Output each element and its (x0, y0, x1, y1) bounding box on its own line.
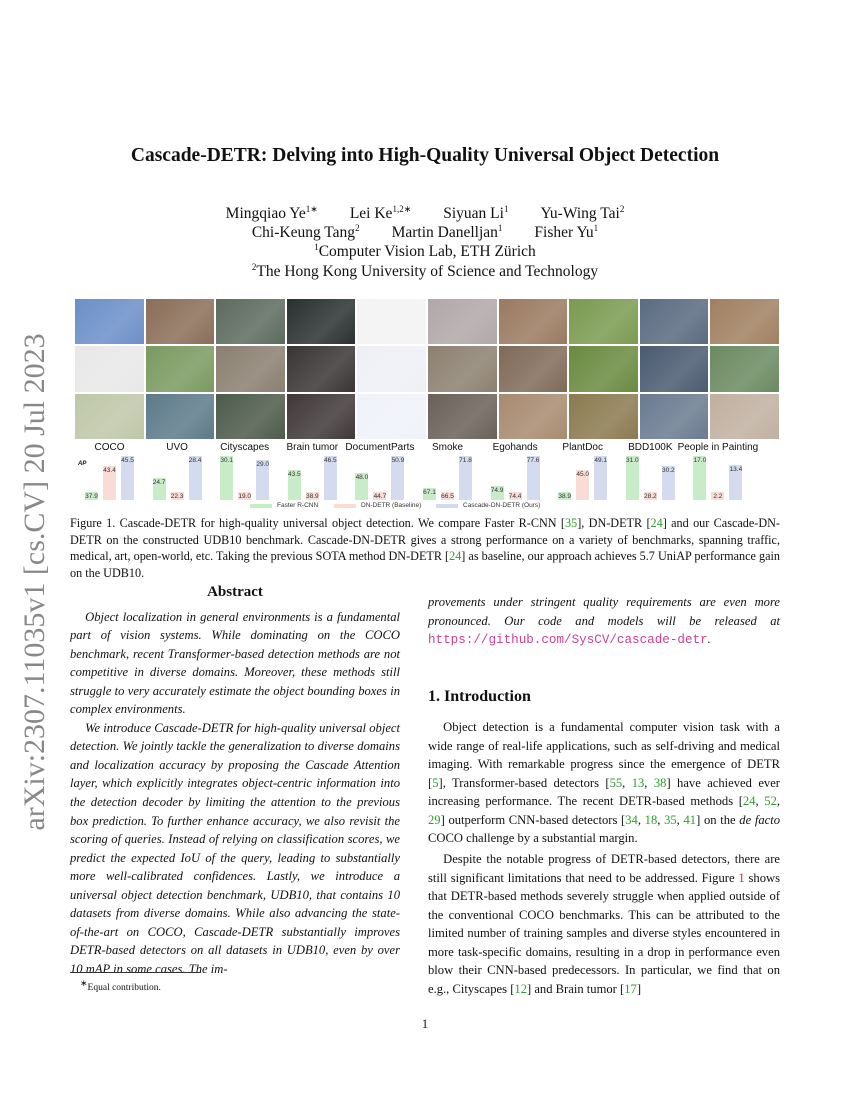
bar-value-label: 24.7 (152, 478, 166, 486)
text-segment: ] (636, 981, 642, 996)
legend-swatch (436, 504, 458, 508)
author-affiliation-mark: 1 (593, 223, 599, 233)
affiliation-2 (0, 258, 850, 281)
text-segment: ] on the (696, 812, 740, 827)
dataset-sample-image-coco (75, 299, 144, 344)
text-segment: , (637, 812, 645, 827)
dataset-sample-image-egohands (499, 299, 568, 344)
abstract-paragraph-3 (428, 593, 780, 650)
author-affiliation-mark: 1∗ (305, 204, 318, 214)
legend-faster-rcnn (250, 502, 318, 509)
abstract-paragraph-1 (70, 608, 400, 719)
author-affiliation-mark: 2 (355, 223, 360, 233)
intro-paragraph-1 (428, 718, 780, 848)
citation-link[interactable]: 24 (449, 549, 462, 563)
citation-link[interactable]: 38 (653, 775, 667, 790)
text-segment: , (657, 812, 665, 827)
dataset-sample-image-uvo (146, 346, 215, 391)
dataset-sample-image-people-in-painting (710, 346, 779, 391)
dataset-sample-image-egohands (499, 346, 568, 391)
dataset-label: Brain tumor (286, 442, 339, 453)
text-segment: Object detection is a fundamental computer vision task with a wide range of real-life applications, such as self-driving and medical imaging. With remarkable progress since the emergence of DETR [ (428, 720, 780, 790)
dataset-label: COCO (94, 442, 125, 453)
citation-link[interactable]: 55 (609, 775, 623, 790)
dataset-sample-image-brain-tumor (287, 299, 356, 344)
dataset-sample-image-uvo (146, 394, 215, 439)
footnote-text: Equal contribution. (87, 983, 161, 994)
dataset-label: UVO (166, 442, 188, 453)
text-segment: provements under stringent quality requirements are even more pronounced. Our code and models will be released at (428, 595, 780, 628)
dataset-sample-image-bdd100k (640, 346, 709, 391)
dataset-sample-image-cityscapes (216, 346, 285, 391)
bar-value-label: 77.6 (526, 457, 540, 464)
dataset-sample-image-plantdoc (569, 394, 638, 439)
author-affiliation-mark: 1 (503, 204, 509, 214)
introduction-heading: 1. Introduction (428, 687, 531, 705)
dataset-sample-image-coco (75, 394, 144, 439)
dataset-label: BDD100K (628, 442, 673, 453)
dataset-sample-image-bdd100k (640, 394, 709, 439)
text-segment: ], DN-DETR [ (577, 516, 651, 530)
citation-link[interactable]: 18 (644, 812, 658, 827)
footnote-rule (70, 972, 200, 973)
legend-dn-detr (334, 502, 421, 509)
text-segment: , (755, 794, 765, 809)
text-segment: , (676, 812, 684, 827)
citation-link[interactable]: 41 (683, 812, 697, 827)
text-segment: Despite the notable progress of DETR-based detectors, there are still significant limitations that need to be addressed. Figure (428, 852, 780, 885)
legend-label: Faster R-CNN (277, 502, 319, 509)
left-column (70, 583, 400, 978)
bar-value-label: 49.1 (594, 457, 608, 464)
right-column (428, 593, 780, 998)
dataset-sample-image-smoke (428, 346, 497, 391)
page-number: 1 (421, 1017, 429, 1031)
affil-name: Computer Vision Lab, ETH Zürich (318, 243, 536, 261)
figure-1-image-grid (75, 299, 779, 439)
affil-sup: 2 (251, 262, 257, 272)
author-affiliation-mark: 1,2∗ (392, 204, 412, 214)
italic-text: de facto (739, 812, 781, 827)
author-name: Mingqiao Ye (225, 205, 306, 223)
bar-value-label: 44.7 (373, 493, 387, 500)
bar-value-label: 22.3 (170, 493, 184, 500)
bar-value-label: 13.4 (729, 465, 743, 473)
citation-link[interactable]: 35 (664, 812, 677, 827)
citation-link[interactable]: 34 (625, 812, 638, 827)
dataset-sample-image-plantdoc (569, 346, 638, 391)
dataset-sample-image-uvo (146, 299, 215, 344)
author-name: Martin Danelljan (391, 224, 498, 242)
text-segment: Object localization in general environments is a fundamental part of vision systems. While dominating on the COCO benchmark, recent Transformer-based detection methods are not competitive in diverse domains. Moreover, these methods still struggle to very accurately estimate the object bounding boxes in complex environments. (70, 609, 400, 717)
bar-value-label: 30.2 (661, 467, 675, 475)
bar-value-label: 43.4 (103, 466, 116, 474)
bar-value-label: 67.1 (423, 488, 436, 496)
dataset-label: PlantDoc (562, 442, 603, 453)
text-segment: shows that DETR-based methods severely struggle when applied outside of the conventional COCO benchmarks. This can be attributed to the limited number of training samples and diverse styles encountered in more task-specific domains, resulting in a drop in performance even blow their CNN-based predecessors. In particular, we find that on e.g., Cityscapes [ (428, 870, 781, 996)
bar-value-label: 19.0 (238, 493, 252, 500)
author-name: Fisher Yu (534, 224, 594, 242)
abstract-heading: Abstract (207, 584, 263, 600)
text-segment: We introduce Cascade-DETR for high-quality universal object detection. We jointly tackle the generalization to diverse domains and localization accuracy by proposing the Cascade Attention layer, which explicitly integrates object-centric information into the detection decoder by limiting the attention to the previous box prediction. To further enhance accuracy, we also revisit the scoring of queries. Instead of relying on classification scores, we predict the expected IoU of the query, leading to substantially more well-calibrated confidences. Lastly, we introduce a universal object detection benchmark, UDB10, that contains 10 datasets from diverse domains. While also advancing the state-of-the-art on COCO, Cascade-DETR substantially improves DETR-based detectors on all datasets in UDB10, even by over 10 mAP in some cases. The im- (70, 720, 400, 976)
bar-value-label: 37.9 (85, 493, 98, 500)
text-segment: , (622, 775, 632, 790)
author-affiliation-mark: 1 (497, 223, 503, 233)
bar-value-label: 31.0 (625, 457, 639, 464)
legend-label: DN-DETR (Baseline) (361, 502, 422, 509)
author-name: Chi-Keung Tang (251, 224, 356, 242)
footnote (80, 978, 161, 993)
citation-link[interactable]: 29 (428, 812, 441, 827)
dataset-sample-image-coco (75, 346, 144, 391)
abstract-paragraph-2 (70, 719, 400, 979)
y-axis-label: AP (78, 461, 87, 467)
text-segment: ], Transformer-based detectors [ (438, 775, 610, 790)
legend-cascade (436, 502, 540, 509)
dataset-sample-image-plantdoc (569, 299, 638, 344)
citation-link[interactable]: 52 (764, 794, 777, 809)
paper-title: Cascade-DETR: Delving into High-Quality Universal Object Detection (130, 145, 720, 166)
citation-link[interactable]: 24 (742, 794, 756, 809)
dataset-sample-image-brain-tumor (287, 394, 356, 439)
affil-sup: 1 (314, 242, 319, 252)
legend-swatch (250, 504, 272, 508)
citation-link[interactable]: 17 (624, 981, 637, 996)
author-affiliation-mark: 2 (619, 204, 625, 214)
author-name: Yu-Wing Tai (540, 205, 620, 223)
legend-swatch (334, 504, 356, 508)
bar-value-label: 45.0 (576, 471, 590, 479)
bar-value-label: 48.0 (355, 473, 369, 481)
dataset-sample-image-bdd100k (640, 299, 709, 344)
bar-value-label: 28.4 (188, 457, 202, 464)
legend-label: Cascade-DN-DETR (Ours) (463, 502, 541, 509)
bar-value-label: 2.2 (713, 493, 723, 500)
author-name: Siyuan Li (443, 205, 504, 223)
dataset-sample-image-cityscapes (216, 394, 285, 439)
bar-value-label: 74.4 (508, 493, 522, 500)
text-segment: ] as baseline, our approach achieves 5.7 UniAP performance gain on the UDB10. (70, 549, 781, 580)
bar-value-label: 50.9 (391, 457, 405, 464)
text-segment: ] outperform CNN-based detectors [ (440, 812, 626, 827)
bar-value-label: 38.9 (305, 493, 319, 500)
dataset-sample-image-documentparts (357, 299, 426, 344)
bar-value-label: 74.9 (490, 487, 504, 495)
bar-value-label: 71.8 (459, 457, 472, 464)
text-segment: , (776, 794, 781, 809)
author-name: Lei Ke (349, 205, 393, 223)
dataset-label: DocumentParts (345, 442, 415, 453)
bar-value-label: 28.2 (643, 493, 657, 500)
arxiv-stamp: arXiv:2307.11035v1 [cs.CV] 20 Jul 2023 (18, 333, 51, 831)
bar-value-label: 29.0 (256, 460, 270, 468)
dataset-sample-image-cityscapes (216, 299, 285, 344)
text-segment: ] and our Cascade-DN-DETR on the constructed UDB10 benchmark. Cascade-DN-DETR gives a strong performance on a variety of benchmarks, spanning traffic, medical, art, open-world, etc. Taking the previous SOTA method DN-DETR [ (70, 516, 780, 563)
citation-link[interactable]: 1 (738, 870, 745, 885)
text-segment: Figure 1. Cascade-DETR for high-quality universal object detection. We compare Faster R-CNN [ (70, 516, 565, 530)
text-segment: COCO challenge by a substantial margin. (428, 831, 638, 846)
dataset-sample-image-people-in-painting (710, 299, 779, 344)
affil-name: The Hong Kong University of Science and Technology (256, 263, 599, 281)
dataset-sample-image-smoke (428, 394, 497, 439)
bar-value-label: 46.5 (323, 457, 337, 464)
bar-value-label: 45.5 (121, 457, 134, 464)
figure-1-caption (70, 515, 780, 581)
dataset-label: Egohands (492, 442, 538, 453)
intro-paragraph-2 (428, 850, 780, 998)
bar-value-label: 43.5 (287, 471, 301, 479)
dataset-sample-image-egohands (499, 394, 568, 439)
dataset-label: Smoke (431, 442, 464, 453)
text-segment: ] have achieved ever increasing performance. The recent DETR-based methods [ (428, 775, 781, 809)
dataset-label: Cityscapes (220, 442, 270, 453)
citation-link[interactable]: 24 (650, 516, 663, 530)
text-segment: ] and Brain tumor [ (526, 981, 625, 996)
bar-value-label: 30.1 (220, 457, 234, 464)
dataset-sample-image-smoke (428, 299, 497, 344)
citation-link[interactable]: 35 (565, 516, 578, 530)
text-segment: . (707, 632, 711, 647)
bar-value-label: 38.9 (558, 493, 572, 500)
code-url-link[interactable]: https://github.com/SysCV/cascade-detr (428, 633, 708, 648)
citation-link[interactable]: 13 (631, 775, 645, 790)
dataset-sample-image-people-in-painting (710, 394, 779, 439)
dataset-sample-image-documentparts (357, 346, 426, 391)
citation-link[interactable]: 5 (432, 775, 439, 790)
dataset-sample-image-documentparts (357, 394, 426, 439)
bar-value-label: 66.5 (441, 493, 454, 500)
footnote-mark: ∗ (80, 978, 88, 988)
text-segment: , (644, 775, 654, 790)
dataset-sample-image-brain-tumor (287, 346, 356, 391)
bar-value-label: 17.0 (693, 457, 707, 464)
dataset-label: People in Painting (677, 442, 759, 453)
citation-link[interactable]: 12 (514, 981, 527, 996)
